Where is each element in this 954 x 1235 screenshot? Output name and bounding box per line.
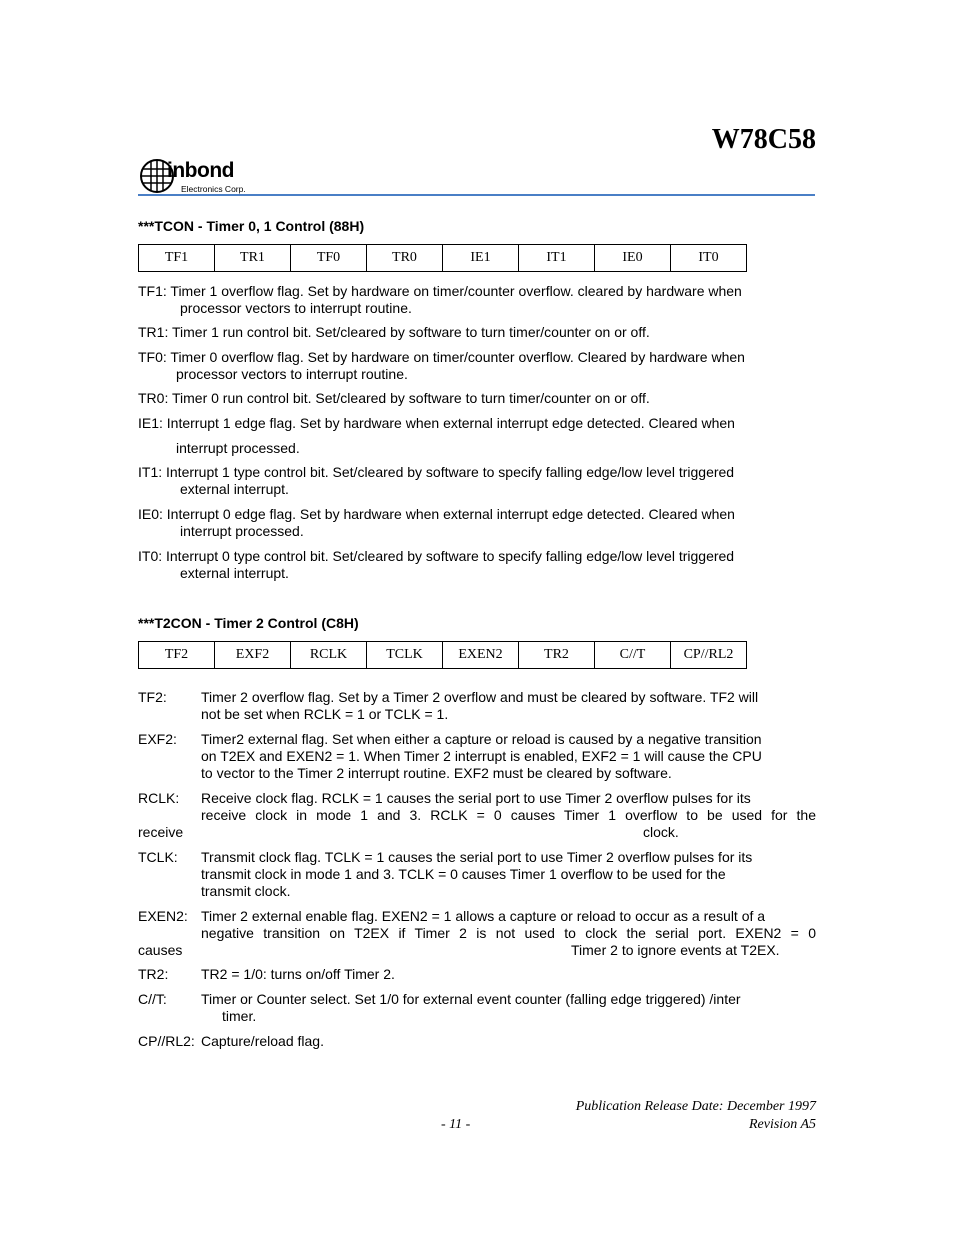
register-bit-cell: TF1: [139, 245, 215, 272]
tr0-description: TR0: Timer 0 run control bit. Set/cleared by software to turn timer/counter on or off.: [138, 390, 650, 406]
register-bit-cell: TR1: [215, 245, 291, 272]
register-bit-cell: TR2: [519, 642, 595, 669]
tf0-description-cont: processor vectors to interrupt routine.: [176, 366, 408, 382]
register-bit-cell: IE1: [443, 245, 519, 272]
register-bit-cell: IE0: [595, 245, 671, 272]
register-bit-cell: TCLK: [367, 642, 443, 669]
ct-label: C//T:: [138, 991, 167, 1007]
register-bit-cell: TR0: [367, 245, 443, 272]
tr2-label: TR2:: [138, 966, 169, 982]
tf1-description-cont: processor vectors to interrupt routine.: [180, 300, 412, 316]
register-bit-cell: TF2: [139, 642, 215, 669]
tf0-description: TF0: Timer 0 overflow flag. Set by hardware on timer/counter overflow. Cleared by hardware when: [138, 349, 745, 365]
it0-description-cont: external interrupt.: [180, 565, 289, 581]
register-bit-cell: EXEN2: [443, 642, 519, 669]
t2con-heading: ***T2CON - Timer 2 Control (C8H): [138, 615, 359, 631]
desc-line: negative transition on T2EX if Timer 2 is not used to clock the serial port. EXEN2 = 0: [201, 925, 816, 941]
logo-wordmark: inbond: [167, 159, 234, 182]
ie1-description-cont: interrupt processed.: [176, 440, 300, 456]
register-bit-cell: C//T: [595, 642, 671, 669]
exen2-description: [201, 908, 816, 942]
exen2-wrap-word-end: Timer 2 to ignore events at T2EX.: [571, 942, 780, 958]
desc-line: transmit clock.: [201, 883, 291, 899]
register-bit-cell: RCLK: [291, 642, 367, 669]
rclk-wrap-word: receive: [138, 824, 184, 840]
desc-line: not be set when RCLK = 1 or TCLK = 1.: [201, 706, 449, 722]
register-bit-cell: CP//RL2: [671, 642, 747, 669]
tf2-description: [201, 689, 816, 723]
desc-line: Timer or Counter select. Set 1/0 for external event counter (falling edge triggered) /inter: [201, 991, 741, 1007]
desc-line: transmit clock in mode 1 and 3. TCLK = 0 causes Timer 1 overflow to be used for the: [201, 866, 726, 882]
register-bit-cell: IT0: [671, 245, 747, 272]
cprl2-description: [201, 1033, 816, 1050]
tclk-label: TCLK:: [138, 849, 178, 865]
header-rule: [138, 194, 815, 196]
register-bit-cell: TF0: [291, 245, 367, 272]
tr2-description: [201, 966, 816, 983]
desc-line: receive clock in mode 1 and 3. RCLK = 0 causes Timer 1 overflow to be used for the: [201, 807, 816, 823]
desc-line: Transmit clock flag. TCLK = 1 causes the serial port to use Timer 2 overflow pulses for its: [201, 849, 753, 865]
register-bit-cell: EXF2: [215, 642, 291, 669]
exf2-label: EXF2:: [138, 731, 177, 747]
desc-line: Timer2 external flag. Set when either a capture or reload is caused by a negative transition: [201, 731, 762, 747]
exen2-label: EXEN2:: [138, 908, 188, 924]
rclk-description: [201, 790, 816, 824]
desc-line: Timer 2 overflow flag. Set by a Timer 2 overflow and must be cleared by software. TF2 will: [201, 689, 759, 705]
tr1-description: TR1: Timer 1 run control bit. Set/cleared by software to turn timer/counter on or off.: [138, 324, 650, 340]
desc-line: Capture/reload flag.: [201, 1033, 324, 1049]
page-number: - 11 -: [441, 1117, 471, 1132]
register-bit-cell: IT1: [519, 245, 595, 272]
exf2-description: [201, 731, 816, 782]
desc-line: Timer 2 external enable flag. EXEN2 = 1 allows a capture or reload to occur as a result of a: [201, 908, 766, 924]
tcon-register-table: [138, 244, 747, 272]
rclk-label: RCLK:: [138, 790, 180, 806]
desc-line: on T2EX and EXEN2 = 1. When Timer 2 interrupt is enabled, EXF2 = 1 will cause the CPU: [201, 748, 762, 764]
desc-line: timer.: [222, 1008, 257, 1024]
it1-description-cont: external interrupt.: [180, 481, 289, 497]
ct-description: [201, 991, 816, 1025]
logo-subtitle: Electronics Corp.: [181, 184, 246, 194]
revision: Revision A5: [748, 1117, 816, 1132]
document-title: W78C58: [711, 124, 816, 155]
ie0-description-cont: interrupt processed.: [180, 523, 304, 539]
tf2-label: TF2:: [138, 689, 167, 705]
cprl2-label: CP//RL2:: [138, 1033, 195, 1049]
winbond-logo: [139, 157, 269, 195]
publication-release-date: Publication Release Date: December 1997: [575, 1099, 816, 1114]
t2con-register-table: [138, 641, 747, 669]
it0-description: IT0: Interrupt 0 type control bit. Set/cleared by software to specify falling edge/low level triggered: [138, 548, 735, 564]
ie1-description: IE1: Interrupt 1 edge flag. Set by hardware when external interrupt edge detected. Cleared when: [138, 415, 735, 431]
it1-description: IT1: Interrupt 1 type control bit. Set/cleared by software to specify falling edge/low level triggered: [138, 464, 735, 480]
desc-line: Receive clock flag. RCLK = 1 causes the serial port to use Timer 2 overflow pulses for its: [201, 790, 751, 806]
exen2-wrap-word: causes: [138, 942, 183, 958]
tclk-description: [201, 849, 816, 900]
desc-line: to vector to the Timer 2 interrupt routine. EXF2 must be cleared by software.: [201, 765, 672, 781]
desc-line: TR2 = 1/0: turns on/off Timer 2.: [201, 966, 395, 982]
tf1-description: TF1: Timer 1 overflow flag. Set by hardware on timer/counter overflow. cleared by hardware when: [138, 283, 742, 299]
tcon-heading: ***TCON - Timer 0, 1 Control (88H): [138, 218, 365, 234]
rclk-wrap-word-end: clock.: [643, 824, 679, 840]
ie0-description: IE0: Interrupt 0 edge flag. Set by hardware when external interrupt edge detected. Cleared when: [138, 506, 735, 522]
